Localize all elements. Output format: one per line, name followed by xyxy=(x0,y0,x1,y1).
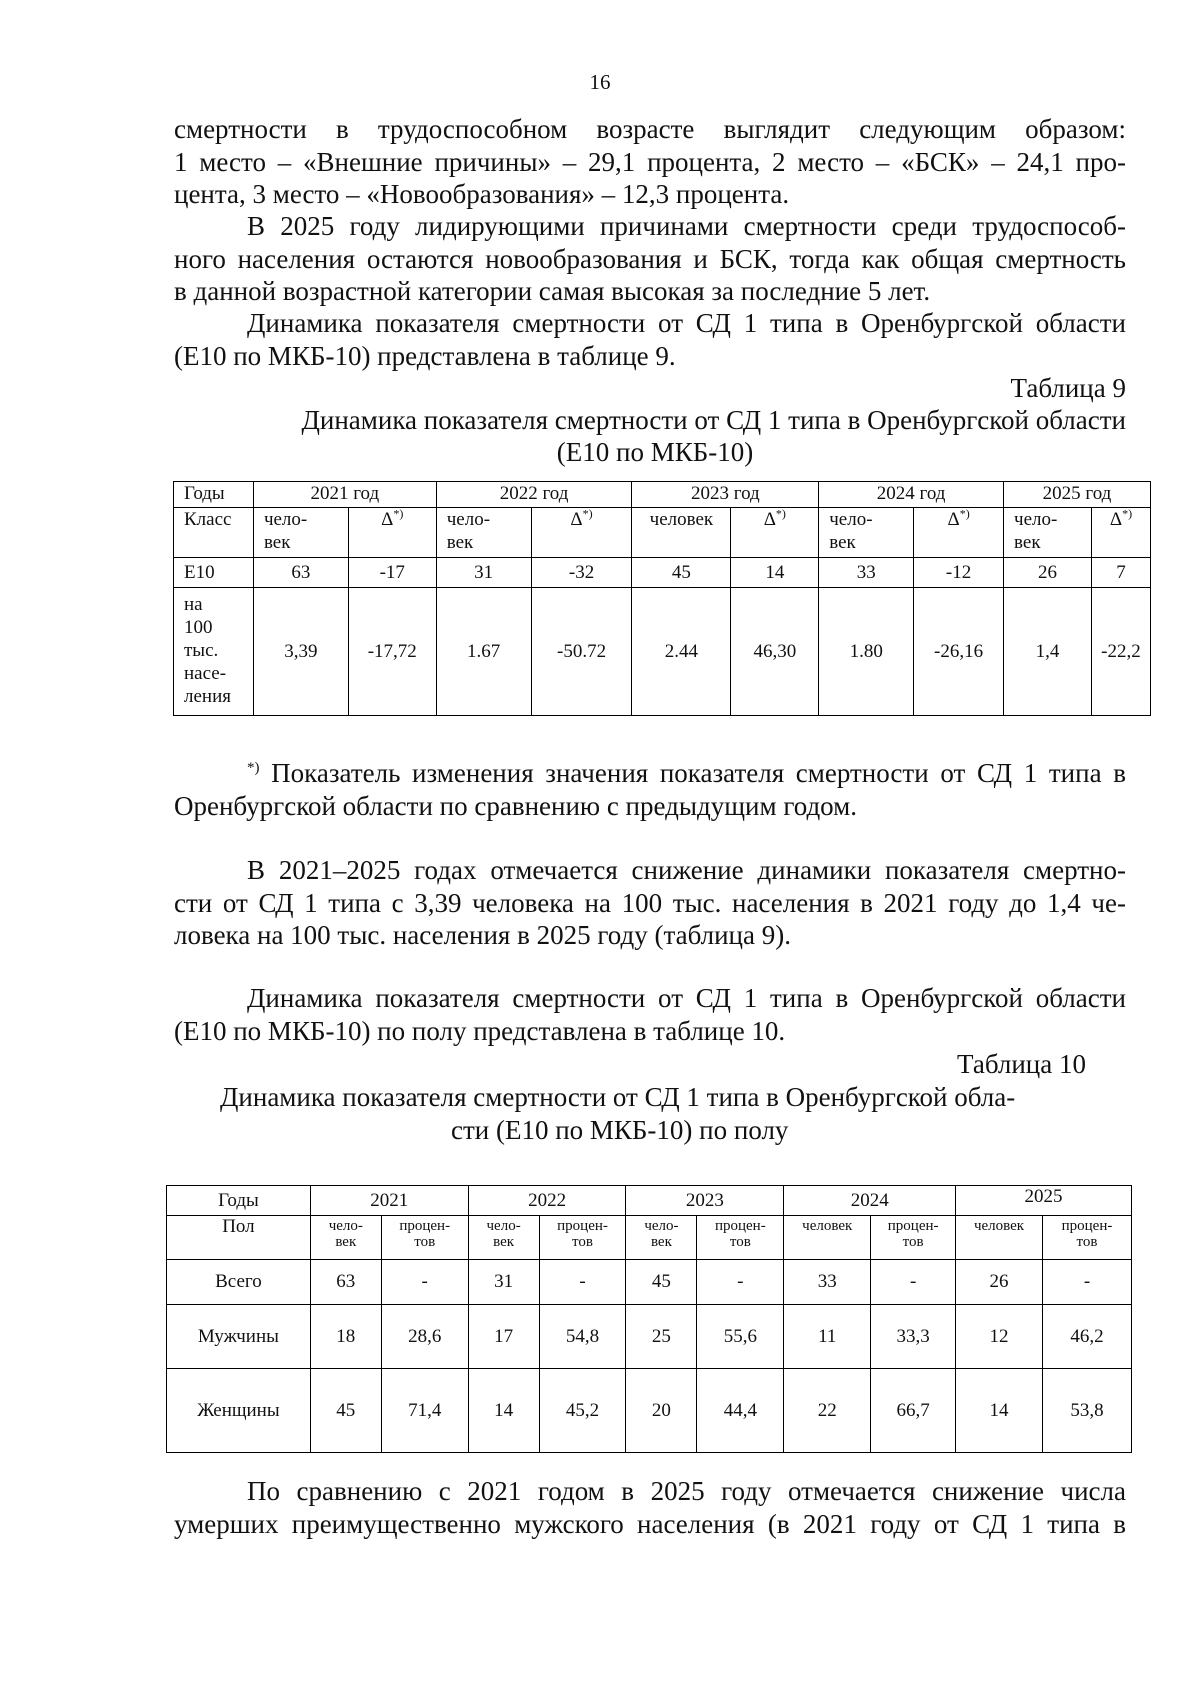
table9-persons-header: чело- век xyxy=(436,508,531,558)
table9-cell: 31 xyxy=(436,558,531,588)
table9-delta-header: Δ*) xyxy=(914,508,1004,558)
table10-year-header: 2021 xyxy=(310,1186,468,1216)
table10-cell: 44,4 xyxy=(697,1369,784,1453)
table9-row-label: на 100 тыс. насе- ления xyxy=(174,588,254,716)
table-9 xyxy=(173,481,1151,716)
table10-label: Таблица 10 xyxy=(957,1049,1086,1079)
table9-year-header: 2025 год xyxy=(1004,482,1151,508)
table10-persons-header: чело- век xyxy=(468,1216,539,1260)
table10-title-line2: сти (Е10 по МКБ-10) по полу xyxy=(451,1115,789,1145)
table9-delta-header: Δ*) xyxy=(531,508,632,558)
table9-year-row xyxy=(174,482,1151,508)
paragraph-line: в данной возрастной категории самая высокая за последние 5 лет. xyxy=(174,276,931,306)
paragraph-3 xyxy=(174,307,1126,372)
table9-year-header: 2022 год xyxy=(436,482,632,508)
table9-cell: -32 xyxy=(531,558,632,588)
table9-row-e10 xyxy=(174,558,1151,588)
table9-cell: 1.80 xyxy=(819,588,914,716)
table10-cell: 33,3 xyxy=(871,1305,956,1369)
table9-cell: 1.67 xyxy=(436,588,531,716)
table9-year-header: 2021 год xyxy=(253,482,436,508)
table10-cell: 33 xyxy=(784,1260,871,1305)
table10-row-men xyxy=(167,1305,1132,1369)
table10-row-label: Всего xyxy=(167,1260,311,1305)
table9-cell: 46,30 xyxy=(731,588,819,716)
table10-cell: 11 xyxy=(784,1305,871,1369)
table9-subheader-row xyxy=(174,508,1151,558)
table10-sex-header: Пол xyxy=(167,1216,311,1260)
table10-percent-header: процен- тов xyxy=(381,1216,468,1260)
page-number: 16 xyxy=(589,70,611,94)
table10-cell: 31 xyxy=(468,1260,539,1305)
table9-persons-header: человек xyxy=(632,508,731,558)
table9-year-header: 2023 год xyxy=(632,482,819,508)
table10-cell: - xyxy=(539,1260,626,1305)
table9-title-line1: Динамика показателя смертности от СД 1 типа в Оренбургской области xyxy=(301,405,1126,435)
table9-cell: -12 xyxy=(914,558,1004,588)
paragraph-line: В 2025 году лидирующими причинами смертности среди трудоспособ- xyxy=(247,211,1126,241)
table9-persons-header: чело- век xyxy=(253,508,348,558)
paragraph-2 xyxy=(174,210,1126,308)
table10-cell: 66,7 xyxy=(871,1369,956,1453)
table9-delta-header: Δ*) xyxy=(731,508,819,558)
table10-cell: 45 xyxy=(626,1260,697,1305)
table10-cell: 28,6 xyxy=(381,1305,468,1369)
table10-cell: - xyxy=(1043,1260,1132,1305)
table9-delta-header: Δ*) xyxy=(348,508,436,558)
table10-title-line1: Динамика показателя смертности от СД 1 типа в Оренбургской обла- xyxy=(220,1082,1016,1112)
table10-row-women xyxy=(167,1369,1132,1453)
table9-cell: -17,72 xyxy=(348,588,436,716)
table10-cell: - xyxy=(871,1260,956,1305)
footnote-mark: *) xyxy=(247,760,260,776)
table10-cell: 46,2 xyxy=(1043,1305,1132,1369)
table10-year-header: 2023 xyxy=(626,1186,784,1216)
table10-year-header: 2022 xyxy=(468,1186,626,1216)
table9-cell: 2.44 xyxy=(632,588,731,716)
paragraph-line: ловека на 100 тыс. населения в 2025 году (таблица 9). xyxy=(174,920,791,950)
table10-cell: 63 xyxy=(310,1260,381,1305)
table10-cell: 12 xyxy=(956,1305,1043,1369)
table10-cell: 55,6 xyxy=(697,1305,784,1369)
table9-cell: 63 xyxy=(253,558,348,588)
table10-year-row xyxy=(167,1186,1132,1216)
table9-label: Таблица 9 xyxy=(1010,373,1126,403)
table9-class-header: Класс xyxy=(174,508,254,558)
table10-row-total xyxy=(167,1260,1132,1305)
table10-year-header: 2025 xyxy=(956,1186,1132,1216)
table10-cell: 17 xyxy=(468,1305,539,1369)
paragraph-line: (Е10 по МКБ-10) представлена в таблице 9. xyxy=(174,340,676,371)
table10-percent-header: процен- тов xyxy=(697,1216,784,1260)
table10-year-header: 2024 xyxy=(784,1186,956,1216)
table10-cell: 22 xyxy=(784,1369,871,1453)
table10-cell: 45 xyxy=(310,1369,381,1453)
table10-cell: 45,2 xyxy=(539,1369,626,1453)
table10-cell: 14 xyxy=(956,1369,1043,1453)
footnote xyxy=(174,757,1126,822)
table9-delta-header: Δ*) xyxy=(1091,508,1150,558)
paragraph-line: (Е10 по МКБ-10) по полу представлена в таблице 10. xyxy=(174,1015,786,1046)
paragraph-line: Динамика показателя смертности от СД 1 типа в Оренбургской области xyxy=(247,983,1126,1013)
table10-percent-header: процен- тов xyxy=(1043,1216,1132,1260)
paragraph-line: Динамика показателя смертности от СД 1 типа в Оренбургской области xyxy=(247,308,1126,338)
table10-cell: 20 xyxy=(626,1369,697,1453)
paragraph-1 xyxy=(174,113,1126,211)
table9-cell: 7 xyxy=(1091,558,1150,588)
table9-cell: 1,4 xyxy=(1004,588,1092,716)
footnote-line: Оренбургской области по сравнению с предыдущим годом. xyxy=(174,790,858,821)
paragraph-line: В 2021–2025 годах отмечается снижение динамики показателя смертно- xyxy=(247,855,1126,885)
table9-cell: -26,16 xyxy=(914,588,1004,716)
table10-percent-header: процен- тов xyxy=(539,1216,626,1260)
table10-persons-header: человек xyxy=(784,1216,871,1260)
table10-cell: - xyxy=(381,1260,468,1305)
paragraph-line: смертности в трудоспособном возрасте выглядит следующим образом: xyxy=(174,114,1126,144)
table10-cell: 18 xyxy=(310,1305,381,1369)
table9-cell: 26 xyxy=(1004,558,1092,588)
table10-row-label: Женщины xyxy=(167,1369,311,1453)
table9-years-header: Годы xyxy=(174,482,254,508)
paragraph-line: сти от СД 1 типа с 3,39 человека на 100 тыс. населения в 2021 году до 1,4 че- xyxy=(174,887,1126,918)
table9-cell: 45 xyxy=(632,558,731,588)
table10-persons-header: чело- век xyxy=(310,1216,381,1260)
table9-cell: 33 xyxy=(819,558,914,588)
paragraph-6 xyxy=(174,1475,1126,1540)
table9-cell: 3,39 xyxy=(253,588,348,716)
table9-year-header: 2024 год xyxy=(819,482,1004,508)
table9-row-rate xyxy=(174,588,1151,716)
table10-row-label: Мужчины xyxy=(167,1305,311,1369)
paragraph-line: умерших преимущественно мужского населения (в 2021 году от СД 1 типа в xyxy=(174,1508,1126,1539)
table10-cell: 26 xyxy=(956,1260,1043,1305)
table9-cell: 14 xyxy=(731,558,819,588)
table9-row-label: Е10 xyxy=(174,558,254,588)
table9-title-line2: (Е10 по МКБ-10) xyxy=(556,437,754,467)
footnote-line: *) Показатель изменения значения показателя смертности от СД 1 типа в xyxy=(247,758,1126,788)
table10-persons-header: чело- век xyxy=(626,1216,697,1260)
table9-persons-header: чело- век xyxy=(819,508,914,558)
table10-subheader-row xyxy=(167,1216,1132,1260)
table10-cell: 71,4 xyxy=(381,1369,468,1453)
table10-cell: 53,8 xyxy=(1043,1369,1132,1453)
table10-cell: 25 xyxy=(626,1305,697,1369)
table10-cell: 54,8 xyxy=(539,1305,626,1369)
paragraph-5 xyxy=(174,982,1126,1047)
table9-cell: -22,2 xyxy=(1091,588,1150,716)
table10-cell: - xyxy=(697,1260,784,1305)
table9-cell: -50.72 xyxy=(531,588,632,716)
table9-persons-header: чело- век xyxy=(1004,508,1092,558)
table10-percent-header: процен- тов xyxy=(871,1216,956,1260)
table10-persons-header: человек xyxy=(956,1216,1043,1260)
table10-years-header: Годы xyxy=(167,1186,311,1216)
paragraph-line: цента, 3 место – «Новообразования» – 12,3 процента. xyxy=(174,179,790,209)
table10-cell: 14 xyxy=(468,1369,539,1453)
paragraph-line: По сравнению с 2021 годом в 2025 году отмечается снижение числа xyxy=(247,1476,1126,1506)
paragraph-4 xyxy=(174,854,1126,952)
table9-cell: -17 xyxy=(348,558,436,588)
paragraph-line: 1 место – «Внешние причины» – 29,1 процента, 2 место – «БСК» – 24,1 про- xyxy=(174,146,1126,177)
table-10 xyxy=(166,1185,1132,1453)
paragraph-line: ного населения остаются новообразования и БСК, тогда как общая смертность xyxy=(174,243,1126,274)
